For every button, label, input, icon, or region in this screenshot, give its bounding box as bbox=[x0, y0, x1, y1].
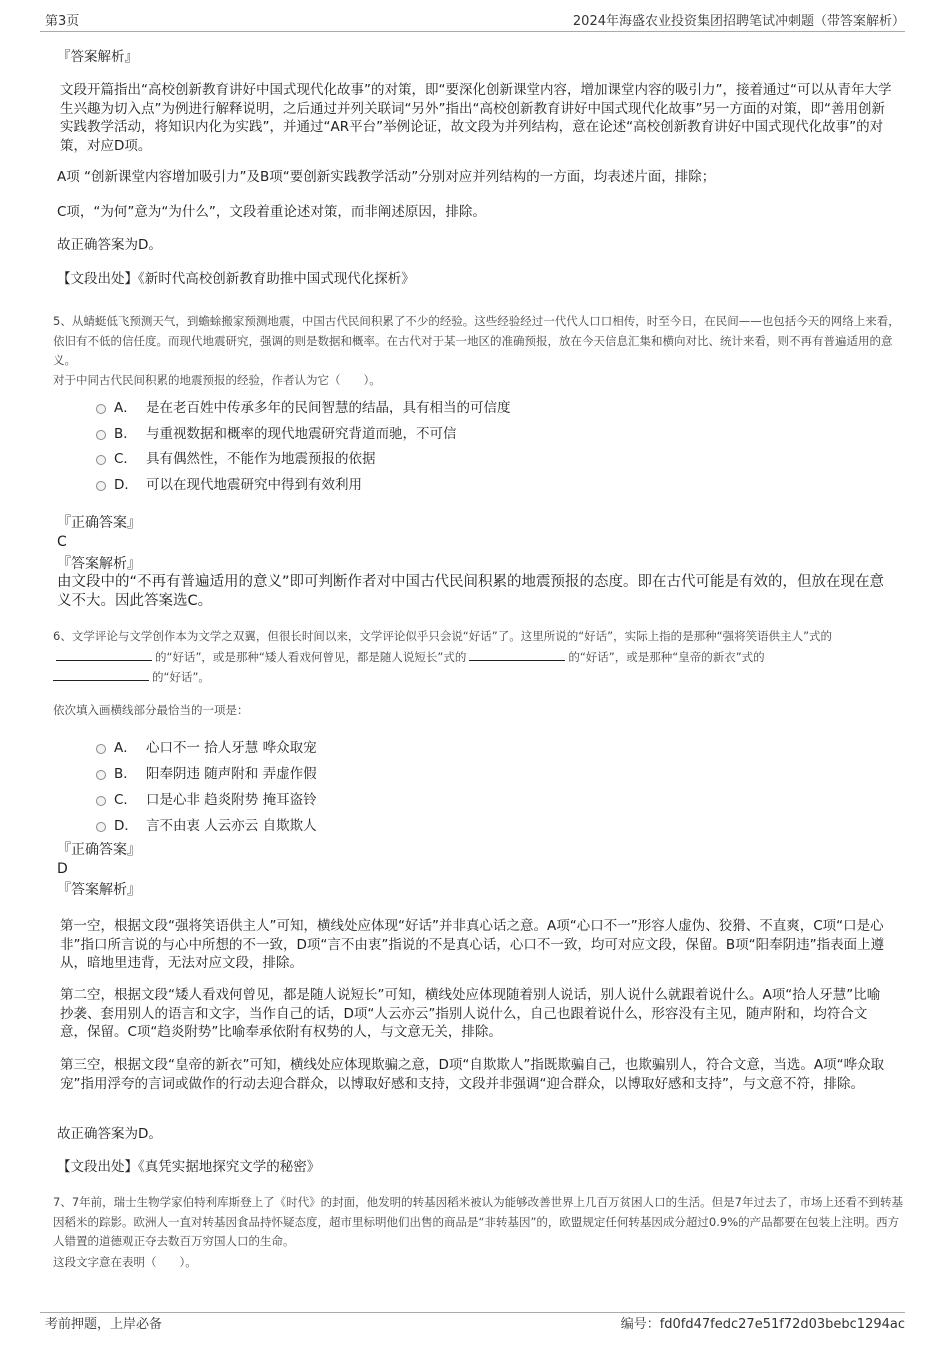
question-7-prompt: 这段文字意在表明（ ）。 bbox=[53, 1255, 197, 1269]
document-id: 编号：fd0fd47fedc27e51f72d03bebc1294ac bbox=[620, 1317, 905, 1332]
question-5-prompt: 对于中同古代民间积累的地震预报的经验，作者认为它（ ）。 bbox=[53, 373, 381, 387]
correct-answer: C bbox=[57, 534, 67, 550]
analysis-label: 『答案解析』 bbox=[57, 556, 141, 572]
source-citation: 【文段出处】《真凭实据地探究文学的秘密》 bbox=[57, 1159, 321, 1175]
option-text: 具有偶然性，不能作为地震预报的依据 bbox=[146, 451, 376, 467]
radio-icon[interactable] bbox=[96, 770, 106, 780]
analysis-paragraph: 第一空，根据文段“强将笑语供主人”可知，横线处应体现“好话”并非真心话之意。A项“心口不一”形容人虚伪、狡猾、不直爽，C项“口是心非”指口所言说的与心中所想的不一致，D项“言不由衷”指说的不是真心话，心口不一致，均可对应文段，保留。B项“阳奉阴违”指表面上遵从，暗地里违背，无法对应文段，排除。 bbox=[60, 918, 885, 971]
analysis-label: 『答案解析』 bbox=[57, 49, 138, 65]
radio-icon[interactable] bbox=[96, 796, 106, 806]
blank-2 bbox=[469, 650, 565, 661]
question-7-text: 7、7年前，瑞士生物学家伯特利库斯登上了《时代》的封面，他发明的转基因稻米被认为能够改善世界上几百万贫困人口的生活。但是7年过去了，市场上还看不到转基因稻米的踪影。欧洲人一直对转基因食品持怀疑态度，超市里标明他们出售的商品是“非转基因”的，欧盟规定任何转基因成分超过0.9%的产品都要在包装上注明。西方人错置的道德观正夺去数百万穷国人口的生命。 bbox=[53, 1195, 903, 1248]
option-letter: B． bbox=[114, 426, 137, 442]
option-text: 可以在现代地震研究中得到有效利用 bbox=[146, 477, 362, 493]
blank-3 bbox=[53, 670, 149, 681]
radio-icon[interactable] bbox=[96, 404, 106, 414]
correct-answer: D bbox=[57, 861, 68, 877]
option-c[interactable] bbox=[96, 788, 317, 808]
option-letter: D． bbox=[114, 818, 138, 834]
analysis-label: 『答案解析』 bbox=[57, 882, 141, 898]
radio-icon[interactable] bbox=[96, 455, 106, 465]
analysis-paragraph: C项，“为何”意为“为什么”，文段着重论述对策，而非阐述原因，排除。 bbox=[57, 204, 486, 220]
option-c[interactable] bbox=[96, 447, 376, 467]
radio-icon[interactable] bbox=[96, 481, 106, 491]
header-divider bbox=[40, 31, 905, 32]
radio-icon[interactable] bbox=[96, 744, 106, 754]
correct-answer-label: 『正确答案』 bbox=[57, 842, 141, 858]
option-letter: A． bbox=[114, 400, 137, 416]
option-a[interactable] bbox=[96, 396, 511, 416]
analysis-conclusion: 故正确答案为D。 bbox=[57, 237, 162, 253]
option-letter: C． bbox=[114, 451, 137, 467]
option-d[interactable] bbox=[96, 473, 362, 493]
option-letter: A． bbox=[114, 740, 137, 756]
footer-slogan: 考前押题，上岸必备 bbox=[45, 1317, 163, 1332]
q6-text-part: 的“好话”，或是那种“皇帝的新衣”式的 bbox=[568, 649, 765, 664]
source-citation: 【文段出处】《新时代高校创新教育助推中国式现代化探析》 bbox=[57, 271, 415, 287]
option-text: 言不由衷 人云亦云 自欺欺人 bbox=[146, 818, 317, 834]
question-5-text: 5、从蜻蜓低飞预测天气，到蟾蜍搬家预测地震，中国古代民间积累了不少的经验。这些经验经过一代代人口口相传，时至今日，在民间——也包括今天的网络上来看，依旧有不低的信任度。而现代地震研究，强调的则是数据和概率。在古代对于某一地区的准确预报，放在今天信息汇集和横向对比、统计来看，则不再有普遍适用的意义。 bbox=[53, 314, 900, 367]
option-text: 是在老百姓中传承多年的民间智慧的结晶，具有相当的可信度 bbox=[146, 400, 511, 416]
option-letter: D． bbox=[114, 477, 138, 493]
document-title: 2024年海盛农业投资集团招聘笔试冲刺题（带答案解析） bbox=[572, 14, 905, 29]
page-number: 第3页 bbox=[45, 14, 80, 29]
analysis-text: 由文段中的“不再有普遍适用的意义”即可判断作者对中国古代民间积累的地震预报的态度。即在古代可能是有效的，但放在现在意义不大。因此答案选C。 bbox=[57, 574, 885, 609]
option-a[interactable] bbox=[96, 736, 317, 756]
correct-answer-label: 『正确答案』 bbox=[57, 515, 141, 531]
option-text: 阳奉阴违 随声附和 弄虚作假 bbox=[146, 766, 317, 782]
option-b[interactable] bbox=[96, 762, 317, 782]
option-text: 心口不一 拾人牙慧 哗众取宠 bbox=[146, 740, 317, 756]
analysis-paragraph: 文段开篇指出“高校创新教育讲好中国式现代化故事”的对策，即“要深化创新课堂内容，增加课堂内容的吸引力”，接着通过“可以从青年大学生兴趣为切入点”为例进行解释说明，之后通过并列关联词“另外”指出“高校创新教育讲好中国式现代化故事”另一方面的对策，即“善用创新实践教学活动，将知识内化为实践”，并通过“AR平台”举例论证，故文段为并列结构，意在论述“高校创新教育讲好中国式现代化故事”的对策，对应D项。 bbox=[60, 82, 892, 154]
analysis-conclusion: 故正确答案为D。 bbox=[57, 1126, 162, 1142]
blank-1 bbox=[56, 650, 152, 661]
option-b[interactable] bbox=[96, 422, 457, 442]
option-text: 与重视数据和概率的现代地震研究背道而驰，不可信 bbox=[146, 426, 457, 442]
question-6-text bbox=[53, 626, 903, 688]
question-6-prompt: 依次填入画横线部分最恰当的一项是： bbox=[53, 703, 249, 717]
q6-text-part: 6、文学评论与文学创作本为文学之双翼，但很长时间以来，文学评论似乎只会说“好话”了。这里所说的“好话”，实际上指的是那种“强将笑语供主人”式的 bbox=[53, 629, 833, 643]
option-d[interactable] bbox=[96, 814, 317, 834]
option-letter: C． bbox=[114, 792, 137, 808]
analysis-paragraph: 第二空，根据文段“矮人看戏何曾见，都是随人说短长”可知，横线处应体现随着别人说话，别人说什么就跟着说什么。A项“拾人牙慧”比喻抄袭、套用别人的语言和文字，当作自己的话，D项“人云亦云”指别人说什么，自己也跟着说什么，形容没有主见，随声附和，均符合文意，保留。C项“趋炎附势”比喻奉承依附有权势的人，与文意无关，排除。 bbox=[60, 987, 881, 1040]
option-letter: B． bbox=[114, 766, 137, 782]
q6-text-part: 的“好话”。 bbox=[152, 670, 210, 684]
radio-icon[interactable] bbox=[96, 822, 106, 832]
option-text: 口是心非 趋炎附势 掩耳盗铃 bbox=[146, 792, 317, 808]
radio-icon[interactable] bbox=[96, 430, 106, 440]
analysis-paragraph: 第三空，根据文段“皇帝的新衣”可知，横线处应体现欺骗之意，D项“自欺欺人”指既欺骗自己，也欺骗别人，符合文意，当选。A项“哗众取宠”指用浮夸的言词或做作的行动去迎合群众，以博取好感和支持，文段并非强调“迎合群众，以博取好感和支持”，与文意不符，排除。 bbox=[60, 1057, 885, 1092]
analysis-paragraph: A项 “创新课堂内容增加吸引力”及B项“要创新实践教学活动”分别对应并列结构的一方面，均表述片面，排除； bbox=[57, 169, 716, 185]
q6-text-part: 的“好话”，或是那种“矮人看戏何曾见，都是随人说短长”式的 bbox=[155, 649, 467, 664]
